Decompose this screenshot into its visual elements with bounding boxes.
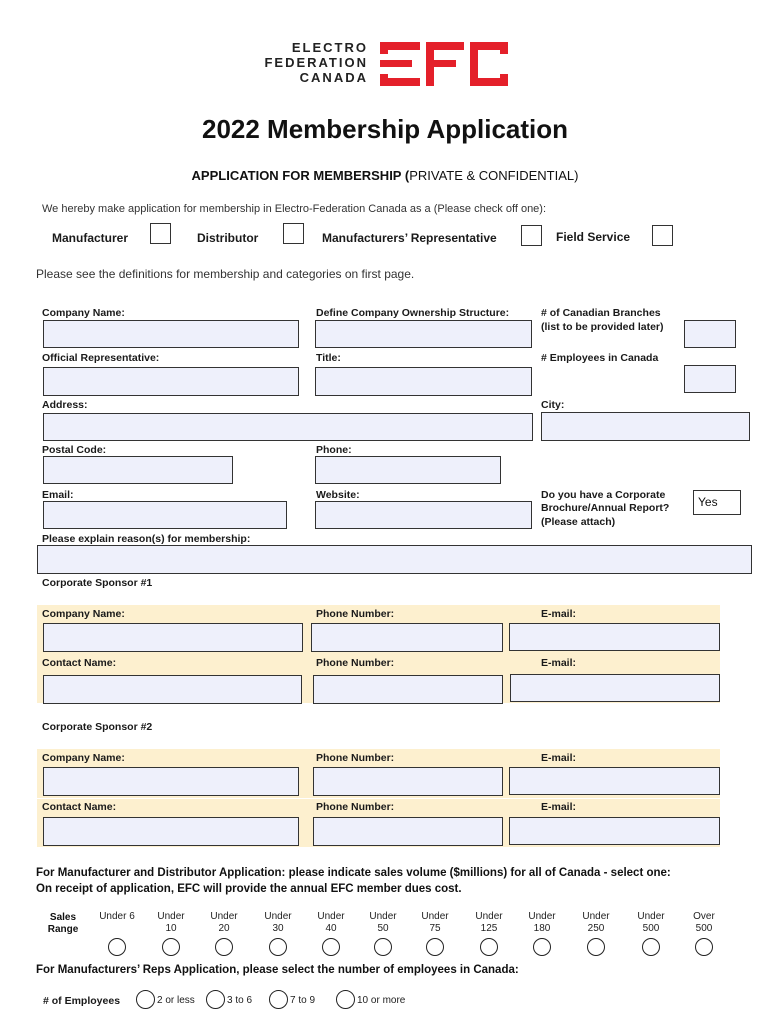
sales-range-radio-10[interactable]: [587, 938, 605, 956]
reps-employees-radio-2[interactable]: [206, 990, 225, 1009]
sales-range-text-a: Under: [369, 911, 397, 922]
website-field[interactable]: [315, 501, 532, 529]
brochure-label-3: (Please attach): [541, 516, 616, 528]
logo-line-3: CANADA: [299, 70, 368, 85]
company-name-field[interactable]: [43, 320, 299, 348]
branches-label-1: # of Canadian Branches: [541, 307, 661, 319]
subtitle: [0, 168, 770, 183]
city-field[interactable]: [541, 412, 750, 441]
sponsor2-phone2-label: Phone Number:: [316, 801, 395, 813]
sales-range-text-a: Under: [528, 911, 556, 922]
brochure-select-value: Yes: [698, 495, 718, 509]
reps-employees-radio-4[interactable]: [336, 990, 355, 1009]
sales-range-radio-6[interactable]: [374, 938, 392, 956]
sponsor2-email2-label: E-mail:: [541, 801, 577, 813]
reps-employees-option-label-1: 2 or less: [157, 995, 195, 1006]
brochure-label-1: Do you have a Corporate: [541, 489, 666, 501]
official-rep-label: Official Representative:: [42, 352, 160, 364]
type-distributor-label: Distributor: [197, 231, 259, 245]
sales-range-label-2: [146, 911, 196, 935]
sales-range-text-b: 20: [218, 923, 230, 934]
sales-instruction-2: On receipt of application, EFC will provide the annual EFC member dues cost.: [36, 883, 462, 895]
sponsor2-email-label: E-mail:: [541, 752, 577, 764]
reps-employees-label: # of Employees: [43, 995, 121, 1007]
sales-range-label: [40, 912, 86, 936]
type-manufacturer-checkbox[interactable]: [150, 223, 171, 244]
type-reps-checkbox[interactable]: [521, 225, 542, 246]
sales-range-label-6: [358, 911, 408, 935]
sponsor2-phone-label: Phone Number:: [316, 752, 395, 764]
sponsor2-phone-field[interactable]: [313, 767, 503, 796]
sponsor1-heading: Corporate Sponsor #1: [42, 577, 153, 589]
definitions-note: Please see the definitions for membership and categories on first page.: [36, 267, 415, 281]
address-label: Address:: [42, 399, 88, 411]
type-service-checkbox[interactable]: [652, 225, 673, 246]
sales-range-label-1: Sales: [49, 912, 77, 923]
employees-label: # Employees in Canada: [541, 352, 659, 364]
sales-range-label-7: [410, 911, 460, 935]
sales-range-text-b: 250: [587, 923, 605, 934]
sales-range-radio-1[interactable]: [108, 938, 126, 956]
sales-range-text-a: Under: [264, 911, 292, 922]
sponsor1-phone2-label: Phone Number:: [316, 657, 395, 669]
sponsor1-company-label: Company Name:: [42, 608, 125, 620]
sales-range-label-12: [679, 911, 729, 935]
sales-range-text-a: Under: [157, 911, 185, 922]
sponsor1-phone-label: Phone Number:: [316, 608, 395, 620]
subtitle-rest: PRIVATE & CONFIDENTIAL): [409, 168, 579, 183]
sales-range-radio-7[interactable]: [426, 938, 444, 956]
sales-range-label-9: [517, 911, 567, 935]
sales-range-text-b: 125: [480, 923, 498, 934]
sales-range-text-a: Over: [693, 911, 715, 922]
sales-range-label-2: Range: [47, 924, 79, 935]
sales-range-radio-9[interactable]: [533, 938, 551, 956]
type-service-label: Field Service: [556, 230, 631, 244]
sponsor1-email-field[interactable]: [509, 623, 720, 651]
postal-code-label: Postal Code:: [42, 444, 107, 456]
reps-instruction: For Manufacturers’ Reps Application, please select the number of employees in Canada:: [36, 964, 519, 976]
sales-range-label-3: [199, 911, 249, 935]
sales-range-text-a: Under: [210, 911, 238, 922]
sales-range-text-b: 10: [165, 923, 177, 934]
subtitle-bold: APPLICATION FOR MEMBERSHIP (: [191, 168, 410, 183]
reasons-label: Please explain reason(s) for membership:: [42, 533, 251, 545]
type-distributor-checkbox[interactable]: [283, 223, 304, 244]
sponsor2-company-field[interactable]: [43, 767, 299, 796]
sales-range-text-b: 50: [377, 923, 389, 934]
type-reps-label: Manufacturers’ Representative: [322, 231, 497, 245]
sales-range-text-a: Under: [421, 911, 449, 922]
sales-range-text-a: Under: [475, 911, 503, 922]
sales-range-radio-11[interactable]: [642, 938, 660, 956]
brochure-select[interactable]: [693, 490, 741, 515]
brochure-label-2: Brochure/Annual Report?: [541, 502, 670, 514]
sales-range-label-8: [464, 911, 514, 935]
email-field[interactable]: [43, 501, 287, 529]
sponsor1-company-field[interactable]: [43, 623, 303, 652]
efc-logo-mark: [376, 40, 510, 88]
sales-range-radio-4[interactable]: [269, 938, 287, 956]
logo: [256, 40, 516, 90]
sponsor1-phone-field[interactable]: [311, 623, 503, 652]
city-label: City:: [541, 399, 565, 411]
branches-label-2: (list to be provided later): [541, 321, 664, 333]
address-field[interactable]: [43, 413, 533, 441]
title-label: Title:: [316, 352, 341, 364]
email-label: Email:: [42, 489, 74, 501]
sales-range-radio-2[interactable]: [162, 938, 180, 956]
sales-range-text-b: 500: [642, 923, 660, 934]
sales-range-label-1: [92, 911, 142, 923]
sponsor2-email2-field[interactable]: [509, 817, 720, 845]
employees-field[interactable]: [684, 365, 736, 393]
type-manufacturer-label: Manufacturer: [52, 231, 129, 245]
sales-range-text-b: 180: [533, 923, 551, 934]
sales-range-text-b: 40: [325, 923, 337, 934]
sales-range-text-a: Under 6: [99, 911, 135, 922]
sponsor1-contact-field[interactable]: [43, 675, 302, 704]
reps-employees-radio-1[interactable]: [136, 990, 155, 1009]
sales-range-label-11: [626, 911, 676, 935]
sponsor2-contact-field[interactable]: [43, 817, 299, 846]
logo-text: [256, 40, 368, 85]
sponsor1-contact-label: Contact Name:: [42, 657, 117, 669]
reps-employees-option-label-4: 10 or more: [357, 995, 406, 1006]
reasons-field[interactable]: [37, 545, 752, 574]
sales-instruction-1: For Manufacturer and Distributor Application: please indicate sales volume ($millions) for all of Canada - select one:: [36, 867, 671, 879]
sponsor1-email2-label: E-mail:: [541, 657, 577, 669]
sales-range-radio-12[interactable]: [695, 938, 713, 956]
postal-code-field[interactable]: [43, 456, 233, 484]
company-name-label: Company Name:: [42, 307, 125, 319]
sales-range-text-b: 75: [429, 923, 441, 934]
official-rep-field[interactable]: [43, 367, 299, 396]
intro-text: We hereby make application for membership in Electro-Federation Canada as a (Please check off one):: [42, 203, 547, 215]
sponsor2-phone2-field[interactable]: [313, 817, 503, 846]
sales-range-label-10: [571, 911, 621, 935]
ownership-label: Define Company Ownership Structure:: [316, 307, 510, 319]
phone-field[interactable]: [315, 456, 501, 484]
sponsor1-email2-field[interactable]: [510, 674, 720, 702]
phone-label: Phone:: [316, 444, 352, 456]
reps-employees-option-label-2: 3 to 6: [227, 995, 253, 1006]
title-field[interactable]: [315, 367, 532, 396]
sales-range-text-a: Under: [582, 911, 610, 922]
sponsor1-phone2-field[interactable]: [313, 675, 503, 704]
reps-employees-radio-3[interactable]: [269, 990, 288, 1009]
logo-line-1: ELECTRO: [291, 40, 368, 55]
sales-range-text-a: Under: [317, 911, 345, 922]
sales-range-text-a: Under: [637, 911, 665, 922]
sales-range-label-5: [306, 911, 356, 935]
sales-range-text-b: 30: [272, 923, 284, 934]
sales-range-radio-3[interactable]: [215, 938, 233, 956]
sales-range-text-b: 500: [695, 923, 713, 934]
ownership-field[interactable]: [315, 320, 532, 348]
sales-range-radio-8[interactable]: [480, 938, 498, 956]
sponsor1-email-label: E-mail:: [541, 608, 577, 620]
sponsor2-company-label: Company Name:: [42, 752, 125, 764]
branches-field[interactable]: [684, 320, 736, 348]
page-title: 2022 Membership Application: [201, 114, 569, 144]
sales-range-label-4: [253, 911, 303, 935]
sponsor2-email-field[interactable]: [509, 767, 720, 795]
sponsor2-contact-label: Contact Name:: [42, 801, 117, 813]
website-label: Website:: [316, 489, 360, 501]
sales-range-radio-5[interactable]: [322, 938, 340, 956]
sponsor2-heading: Corporate Sponsor #2: [42, 721, 153, 733]
reps-employees-option-label-3: 7 to 9: [290, 995, 316, 1006]
logo-line-2: FEDERATION: [264, 55, 368, 70]
